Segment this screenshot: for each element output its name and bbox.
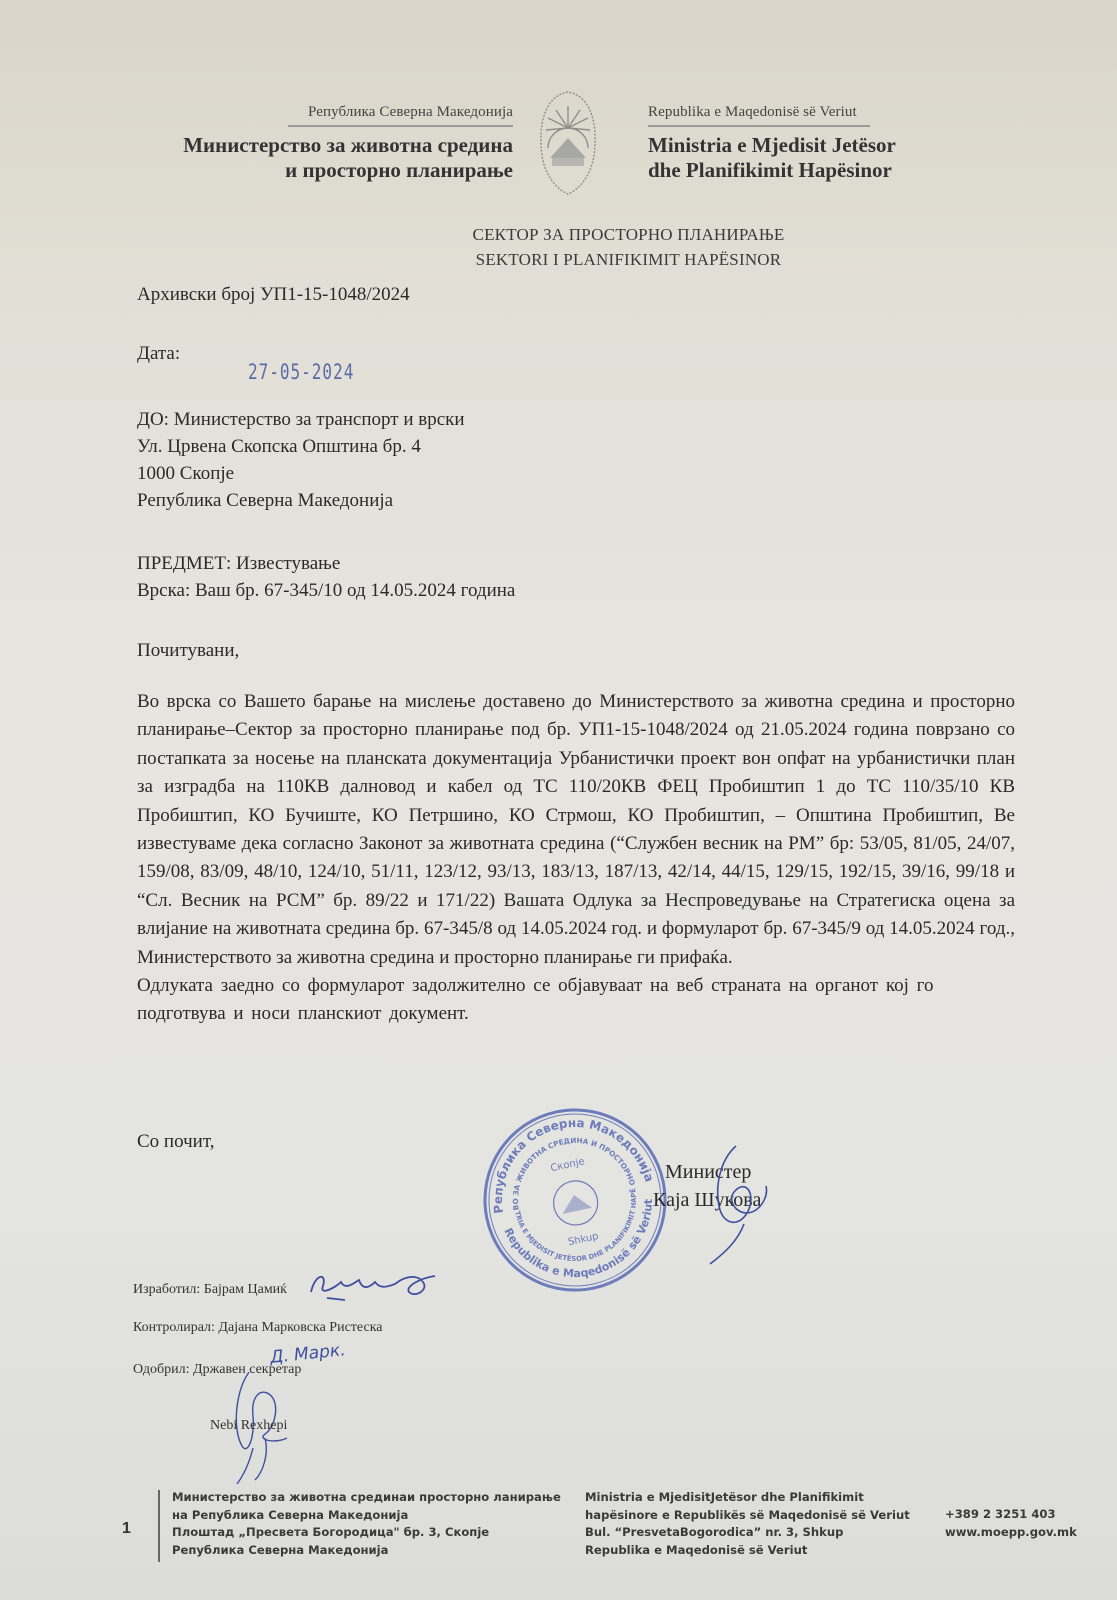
controller-initials: Д. Марк. [269,1340,347,1368]
letterhead-macedonian [183,104,513,183]
stamp-city-al: Shkup [567,1231,600,1249]
sector-heading [0,222,1117,272]
subject-block [137,550,515,604]
letterhead-ministry-mk-line1: Министерство за животна средина [183,133,513,157]
recipient-line4: Република Северна Македонија [137,490,394,511]
coat-of-arms-icon [534,86,602,200]
footer-al-line2: hapësinore e Republikës së Maqedonisë së Veriut [585,1507,910,1522]
footer-contact [945,1506,1077,1541]
closing: Со почит, [137,1131,215,1152]
archive-number: Архивски број УП1-15-1048/2024 [137,284,410,305]
stamp-outer-mk: Република Северна Македонија [490,1115,657,1215]
minister-signature-icon [700,1140,780,1270]
page-number: 1 [122,1520,131,1537]
letterhead-country-al: Republika e Maqedonisë së Veriut [648,104,870,127]
credit-prepared: Изработил: Бајрам Цамиќ [133,1282,287,1297]
footer-phone: +389 2 3251 403 [945,1507,1056,1521]
body-paragraph-2: Одлуката заедно со формуларот задолжително се објавуваат на веб страната на органот кој го подготвува и носи планскиот документ. [137,975,934,1025]
official-stamp-icon [480,1105,670,1295]
sector-mk: СЕКТОР ЗА ПРОСТОРНО ПЛАНИРАЊЕ [472,225,785,244]
footer-website[interactable]: www.moepp.gov.mk [945,1524,1077,1539]
footer-mk-line2: на Република Северна Македонија [172,1507,409,1522]
footer-al-line3: Bul. “PresvetaBogorodica” nr. 3, Shkup [585,1525,844,1539]
letter-body [137,688,1015,1029]
footer-al-line1: Ministria e MjedisitJetësor dhe Planifikimit [585,1490,864,1504]
letterhead-albanian [648,104,896,183]
recipient-line1: ДО: Министерство за транспорт и врски [137,409,465,430]
letterhead-ministry-mk-line2: и просторно планирање [285,158,513,182]
date-stamp: 27-05-2024 [248,358,355,385]
signatory-title: Министер [665,1161,752,1183]
credit-approved: Одобрил: Државен секретар [133,1362,302,1377]
letterhead-country-mk: Република Северна Македонија [288,104,513,127]
body-paragraph-1: Во врска со Вашето барање на мислење доставено до Министерството за животна средина и просторно планирање–Сектор за просторно планирање под бр. УП1-15-1048/2024 од 21.05.2024 година поврзано со постапката за носење на планската документација Урбанистички проект вон опфат на урбанистички план за изградба на 110КВ далновод и кабел од ТС 110/20КВ ФЕЦ Пробиштип 1 до ТС 110/35/10 КВ Пробиштип, КО Бучиште, КО Петршино, КО Стрмош, КО Пробиштип, – Општина Пробиштип, Ве известуваме дека согласно Законот за животната средина (“Службен весник на РМ” бр: 53/05, 81/05, 24/07, 159/08, 83/09, 48/10, 124/10, 51/11, 123/12, 93/13, 183/13, 187/13, 42/14, 44/15, 129/15, 192/15, 39/16, 99/18 и “Сл. Весник на РСМ” бр. 89/22 и 171/22) Вашата Одлука за Неспроведување на Стратегиска оцена за влијание на животната средина бр. 67-345/8 од 14.05.2024 год. и формуларот бр. 67-345/9 од 14.05.2024 год., Министерството за животна средина и просторно планирање ги прифаќа. [137,691,1015,968]
sector-al: SEKTORI I PLANIFIKIMIT HAPËSINOR [475,250,782,269]
date-label: Дата: [137,343,181,364]
footer-address-al [585,1489,910,1559]
footer-al-line4: Republika e Maqedonisë së Veriut [585,1542,808,1557]
signatory-name: Каја Шукова [653,1189,762,1211]
stamp-city-mk: Скопје [549,1156,586,1175]
recipient-line2: Ул. Црвена Скопска Општина бр. 4 [137,436,421,457]
footer-mk-line1: Министерство за животна срединаи просторно ланирање [172,1490,561,1504]
subject: ПРЕДМЕТ: Известување [137,553,341,574]
recipient-address [137,406,465,514]
approver-name: Nebi Rexhepi [210,1418,288,1433]
stamp-inner-mk: МИНИСТЕРСТВО ЗА ЖИВОТНА СРЕДИНА И ПРОСТОРНО [510,1135,638,1211]
footer-mk-line4: Република Северна Македонија [172,1542,389,1557]
greeting: Почитувани, [137,640,240,661]
footer-mk-line3: Плоштад „Пресвета Богородица" бр. 3, Скопје [172,1525,490,1539]
letterhead-ministry-al-line1: Ministria e Mjedisit Jetësor [648,133,896,157]
recipient-line3: 1000 Скопје [137,463,235,484]
stamp-inner-al: MINISTRIA E MJEDISIT JETËSOR DHE PLANIFIKIMIT HAPËSINOR [513,1187,639,1264]
footer-address-mk [172,1489,561,1559]
preparer-signature-icon [305,1268,455,1304]
reference: Врска: Ваш бр. 67-345/10 од 14.05.2024 година [137,580,516,601]
credit-controlled: Контролирал: Дајана Марковска Ристеска [133,1320,383,1335]
stamp-outer-al: Republika e Maqedonisë së Veriut [501,1198,656,1281]
footer-divider [158,1490,160,1562]
svg-text:Republika e Maqedonisë së Veri [501,1196,669,1295]
letterhead-ministry-al-line2: dhe Planifikimit Hapësinor [648,158,892,182]
